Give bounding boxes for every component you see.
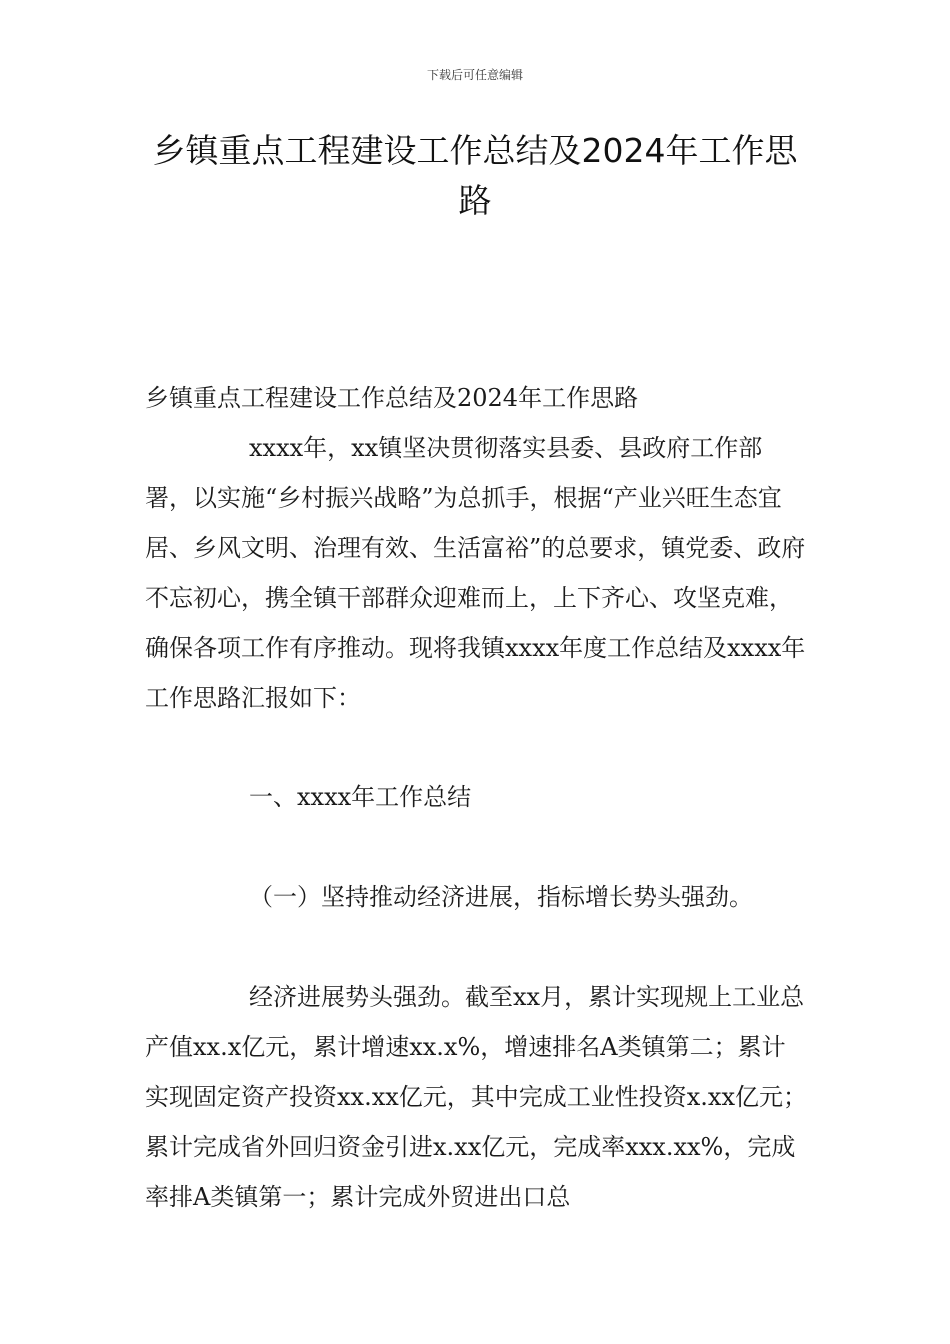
section-sub-heading: （一）坚持推动经济进展，指标增长势头强劲。: [249, 883, 753, 911]
document-title: 乡镇重点工程建设工作总结及2024年工作思路: [152, 131, 798, 220]
section-paragraph: 经济进展势头强劲。截至xx月，累计实现规上工业总产值xx.x亿元，累计增速xx.x%，增速排名A类镇第二；累计实现固定资产投资xx.xx亿元，其中完成工业性投资x.xx亿元；累计完成省外回归资金引进x.xx亿元，完成率xxx.xx%，完成率排A类镇第一；累计完成外贸进出口总: [145, 983, 808, 1211]
section-heading: 一、xxxx年工作总结: [249, 783, 472, 811]
document-subtitle: 乡镇重点工程建设工作总结及2024年工作思路: [145, 384, 639, 412]
header-note: 下载后可任意编辑: [426, 68, 523, 82]
intro-paragraph: xxxx年，xx镇坚决贯彻落实县委、县政府工作部署，以实施“乡村振兴战略”为总抓手，根据“产业兴旺生态宜居、乡风文明、治理有效、生活富裕”的总要求，镇党委、政府不忘初心，携全镇干部群众迎难而上，上下齐心、攻坚克难，确保各项工作有序推动。现将我镇xxxx年度工作总结及xxxx年工作思路汇报如下：: [145, 434, 806, 712]
